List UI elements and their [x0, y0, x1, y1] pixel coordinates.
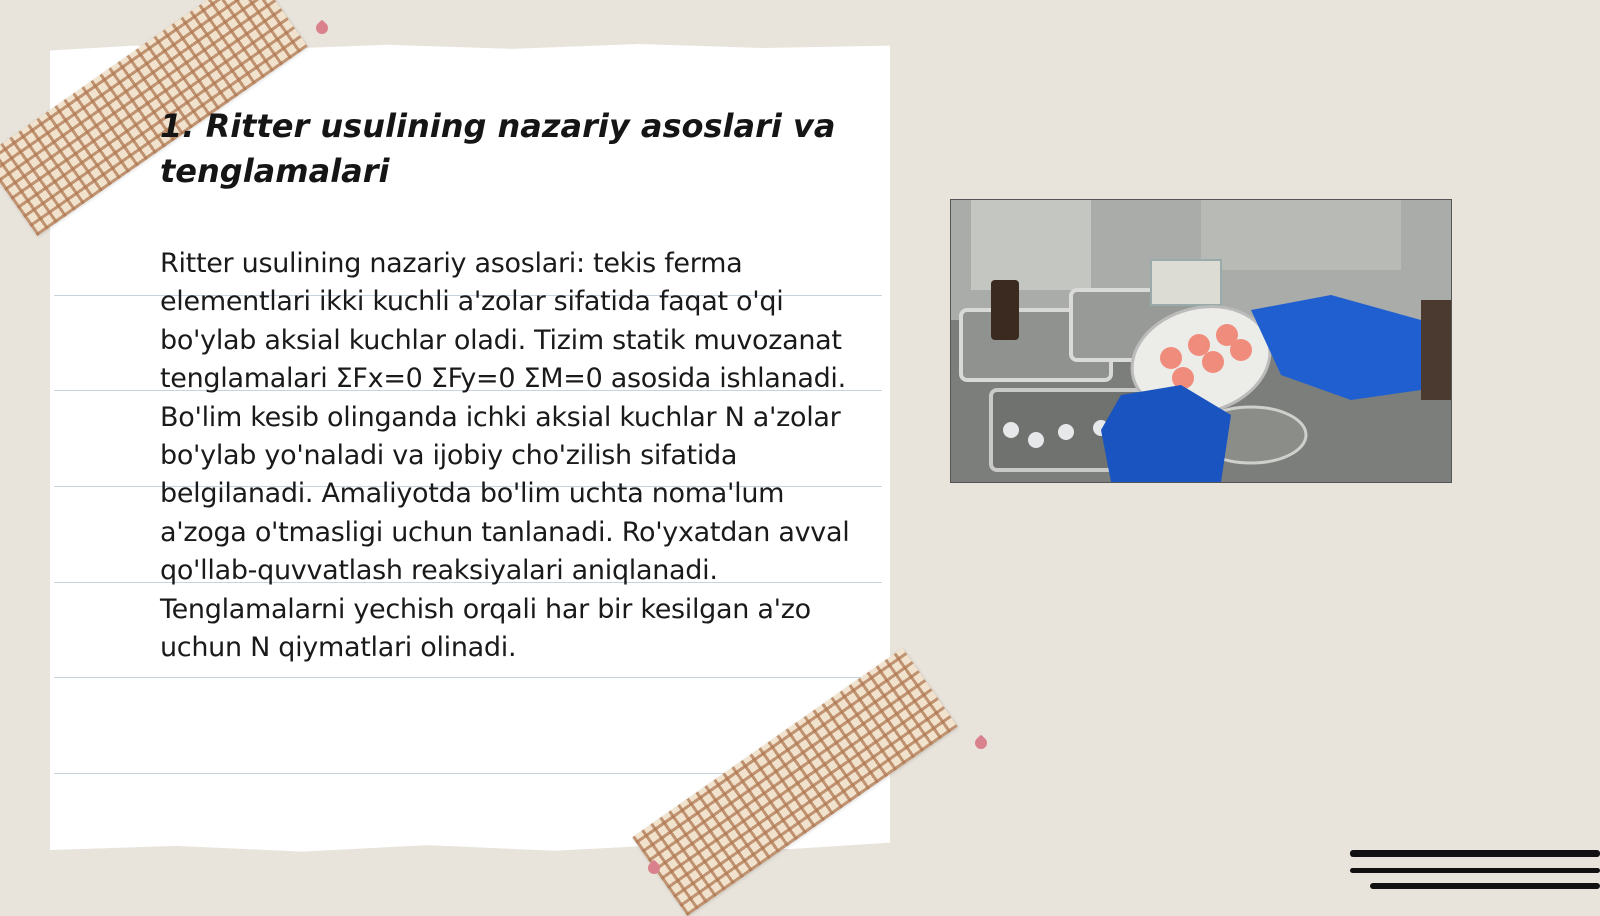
lab-photo [950, 199, 1452, 483]
ruled-line [54, 677, 882, 678]
brush-stroke [1350, 868, 1600, 873]
brush-stroke [1370, 883, 1600, 889]
brush-stroke [1350, 850, 1600, 857]
lab-photo-illustration [951, 200, 1451, 482]
tape-pin-icon [314, 20, 331, 37]
slide-body-text: Ritter usulining nazariy asoslari: tekis ferma elementlari ikki kuchli a'zolar sifatida faqat o'qi bo'ylab aksial kuchlar oladi. Tizim statik muvozanat tenglamalari ΣFx=0 ΣFy=0 ΣM=0 asosida ishlanadi. Bo'lim kesib olinganda ichki aksial kuchlar N a'zolar bo'ylab yo'naladi va ijobiy cho'zilish sifatida belgilanadi. Amaliyotda bo'lim uchta noma'lum a'zoga o'tmasligi uchun tanlanadi. Ro'yxatdan avval qo'llab-quvvatlash reaksiyalari aniqlanadi. Tenglamalarni yechish orqali har bir kesilgan a'zo uchun N qiymatlari olinadi. [160, 248, 850, 664]
slide-title: 1. Ritter usulining nazariy asoslari va tenglamalari [160, 107, 836, 190]
tape-pin-icon [973, 735, 990, 752]
